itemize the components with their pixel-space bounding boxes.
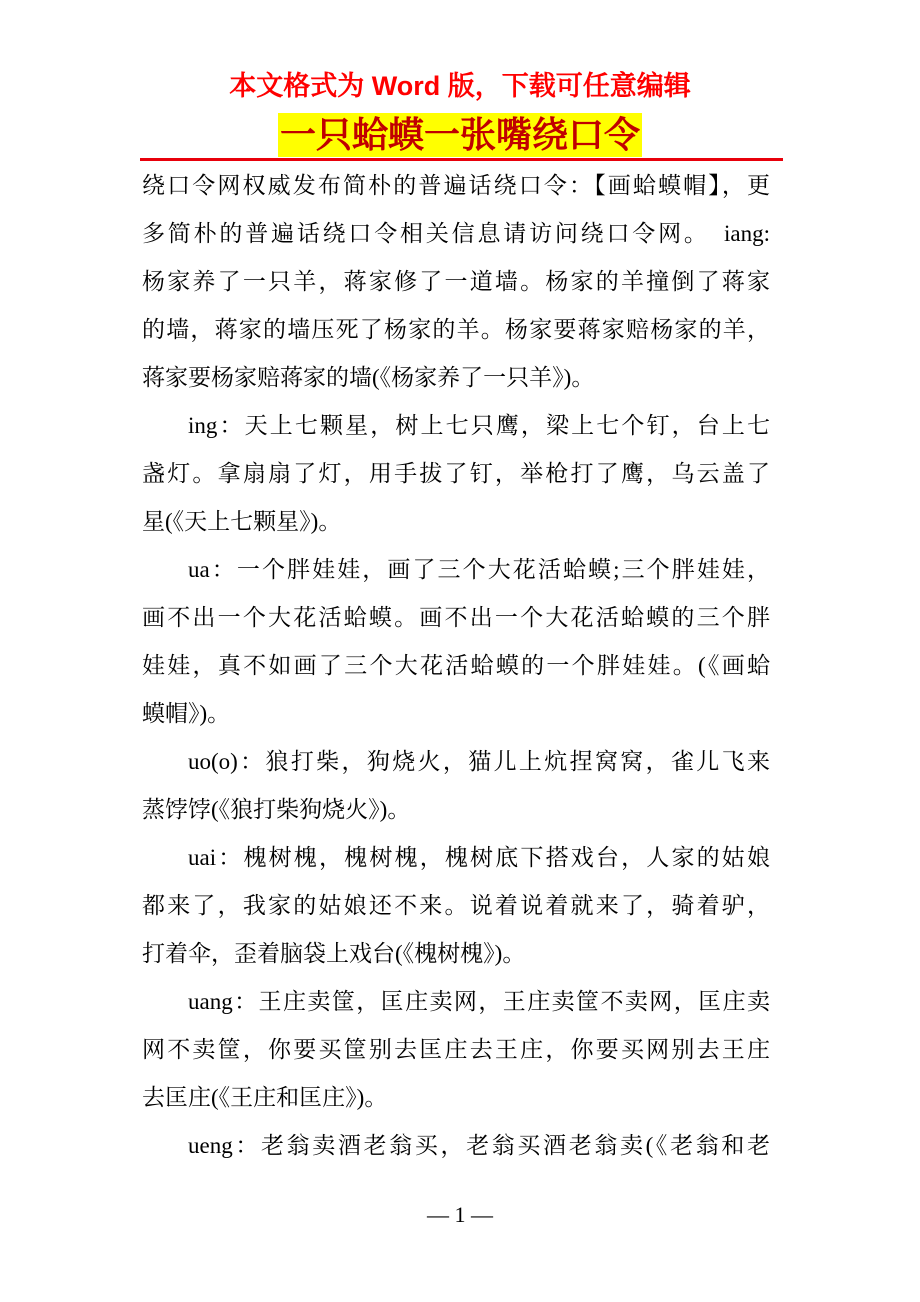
title-container [0, 113, 920, 157]
page-number: — 1 — [427, 1202, 493, 1227]
text-line: 去匡庄(《王庄和匡庄》)。 [142, 1085, 388, 1110]
title-divider [140, 158, 783, 161]
document-body [142, 162, 770, 1170]
text-line: 蒸饽饽(《狼打柴狗烧火》)。 [142, 797, 411, 822]
text-line: 打着伞，歪着脑袋上戏台(《槐树槐》)。 [142, 941, 526, 966]
text-line: 网不卖筐，你要买筐别去匡庄去王庄，你要买网别去王庄 [142, 1037, 770, 1062]
paragraph [142, 402, 770, 546]
paragraph [142, 834, 770, 978]
text-line: 多简朴的普遍话绕口令相关信息请访问绕口令网。 iang: [142, 221, 770, 246]
text-line: 杨家养了一只羊，蒋家修了一道墙。杨家的羊撞倒了蒋家 [142, 269, 770, 294]
text-line: uang：王庄卖筐，匡庄卖网，王庄卖筐不卖网，匡庄卖 [188, 989, 770, 1014]
paragraph [142, 978, 770, 1122]
text-line: uo(o)：狼打柴，狗烧火，猫儿上炕捏窝窝，雀儿飞来 [188, 749, 770, 774]
document-title: 一只蛤蟆一张嘴绕口令 [279, 115, 640, 155]
text-line: 蟆帽》)。 [142, 701, 231, 726]
text-line: 蒋家要杨家赔蒋家的墙(《杨家养了一只羊》)。 [142, 365, 595, 390]
text-line: 画不出一个大花活蛤蟆。画不出一个大花活蛤蟆的三个胖 [142, 605, 770, 630]
text-line: ua：一个胖娃娃，画了三个大花活蛤蟆;三个胖娃娃， [188, 557, 770, 582]
text-line: 娃娃，真不如画了三个大花活蛤蟆的一个胖娃娃。(《画蛤 [142, 653, 770, 678]
paragraph [142, 738, 770, 834]
paragraph [142, 1122, 770, 1170]
text-line: ing：天上七颗星，树上七只鹰，梁上七个钉，台上七 [188, 413, 770, 438]
text-line: 盏灯。拿扇扇了灯，用手拔了钉，举枪打了鹰，乌云盖了 [142, 461, 770, 486]
editable-format-banner: 本文格式为 Word 版，下载可任意编辑 [229, 71, 691, 101]
text-line: uai：槐树槐，槐树槐，槐树底下搭戏台，人家的姑娘 [188, 845, 770, 870]
paragraph [142, 546, 770, 738]
text-line: 绕口令网权威发布简朴的普遍话绕口令：【画蛤蟆帽】，更 [142, 173, 770, 198]
text-line: ueng：老翁卖酒老翁买，老翁买酒老翁卖(《老翁和老 [188, 1133, 770, 1158]
text-line: 都来了，我家的姑娘还不来。说着说着就来了，骑着驴， [142, 893, 770, 918]
paragraph [142, 162, 770, 402]
text-line: 的墙，蒋家的墙压死了杨家的羊。杨家要蒋家赔杨家的羊， [142, 317, 770, 342]
text-line: 星(《天上七颗星》)。 [142, 509, 342, 534]
